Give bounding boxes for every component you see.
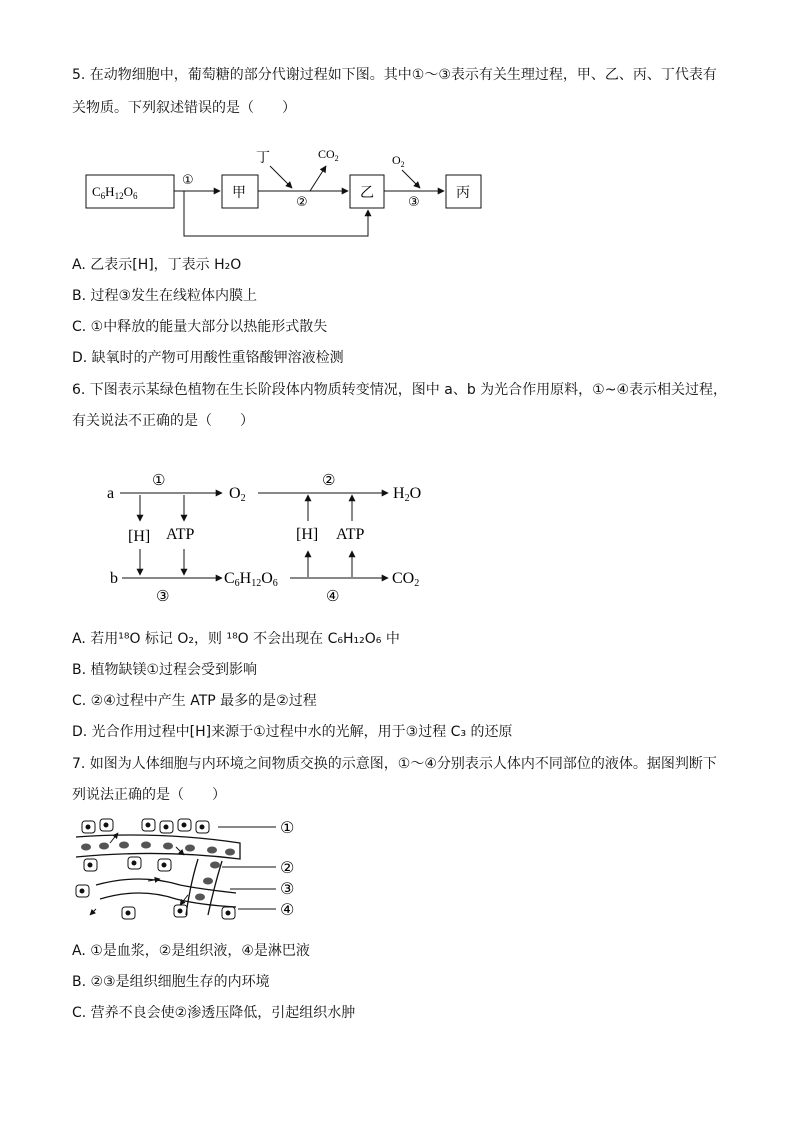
q5-metabolism-diagram <box>0 140 794 240</box>
q5-co2-label: $CO_2$ <box>318 147 339 163</box>
q7-label-2: ② <box>280 858 295 877</box>
q6-stem-line1: 6. 下图表示某绿色植物在生长阶段体内物质转变情况，图中 a、b 为光合作用原料，①~④表示相关过程， <box>72 382 728 398</box>
q5-option-c[interactable]: C. ①中释放的能量大部分以热能形式散失 <box>72 319 328 335</box>
q7-option-b[interactable]: B. ②③是组织细胞生存的内环境 <box>72 974 270 990</box>
q7-blood-cells <box>81 842 235 901</box>
q5-jia-label: 甲 <box>232 185 246 201</box>
q7-option-c[interactable]: C. 营养不良会使②渗透压降低，引起组织水肿 <box>72 1005 356 1021</box>
q6-h2o-label: H2O <box>393 485 422 504</box>
q7-stem-line1: 7. 如图为人体细胞与内环境之间物质交换的示意图，①～④分别表示人体内不同部位的液体。据图判断下 <box>72 756 717 772</box>
q7-label-3: ③ <box>280 879 295 898</box>
q7-tissue-cells <box>76 819 235 919</box>
q6-option-c[interactable]: C. ②④过程中产生 ATP 最多的是②过程 <box>72 693 317 709</box>
q5-yi-label: 乙 <box>360 185 374 201</box>
q6-h-right: [H] <box>296 526 319 543</box>
q5-process-2: ② <box>296 195 308 210</box>
q5-option-a[interactable]: A. 乙表示[H]，丁表示 H₂O <box>72 257 242 273</box>
q6-o2-label: O2 <box>229 485 246 504</box>
q7-tissue-diagram <box>0 815 794 925</box>
q6-option-d[interactable]: D. 光合作用过程中[H]来源于①过程中水的光解，用于③过程 C₃ 的还原 <box>72 724 513 740</box>
q6-process-4: ④ <box>326 587 340 605</box>
q5-process-1: ① <box>182 173 194 188</box>
q5-ding-label: 丁 <box>256 150 270 166</box>
q5-bing-label: 丙 <box>456 185 470 201</box>
q6-option-a[interactable]: A. 若用¹⁸O 标记 O₂，则 ¹⁸O 不会出现在 C₆H₁₂O₆ 中 <box>72 631 400 647</box>
q5-option-d[interactable]: D. 缺氧时的产物可用酸性重铬酸钾溶液检测 <box>72 350 344 366</box>
q6-photosynthesis-diagram <box>0 465 794 615</box>
q5-process-3: ③ <box>408 195 420 210</box>
q6-stem-line2: 有关说法不正确的是（ ） <box>72 413 254 429</box>
q5-o2-label: $O_2$ <box>392 153 405 169</box>
q6-h-left: [H] <box>128 528 151 545</box>
q5-stem-line1: 5. 在动物细胞中，葡萄糖的部分代谢过程如下图。其中①～③表示有关生理过程，甲、乙、丙、丁代表有 <box>72 67 717 83</box>
q7-option-a[interactable]: A. ①是血浆，②是组织液，④是淋巴液 <box>72 943 310 959</box>
q6-atp-left: ATP <box>166 526 195 543</box>
q6-a-label: a <box>107 485 115 502</box>
q6-glucose-label: C6H12O6 <box>224 570 278 589</box>
q6-atp-right: ATP <box>336 526 365 543</box>
q7-label-4: ④ <box>280 900 295 919</box>
q5-glucose-label: $C_6H_{12}O_6$ <box>92 184 138 201</box>
q6-process-1: ① <box>152 471 166 489</box>
q6-co2-label: CO2 <box>392 570 420 589</box>
q6-process-2: ② <box>322 471 336 489</box>
q7-label-1: ① <box>280 818 295 837</box>
q6-option-b[interactable]: B. 植物缺镁①过程会受到影响 <box>72 662 258 678</box>
q5-stem-line2: 关物质。下列叙述错误的是（ ） <box>72 100 296 116</box>
q5-option-b[interactable]: B. 过程③发生在线粒体内膜上 <box>72 288 258 304</box>
q6-process-3: ③ <box>156 587 170 605</box>
q6-b-label: b <box>110 570 118 587</box>
q7-stem-line2: 列说法正确的是（ ） <box>72 787 226 803</box>
